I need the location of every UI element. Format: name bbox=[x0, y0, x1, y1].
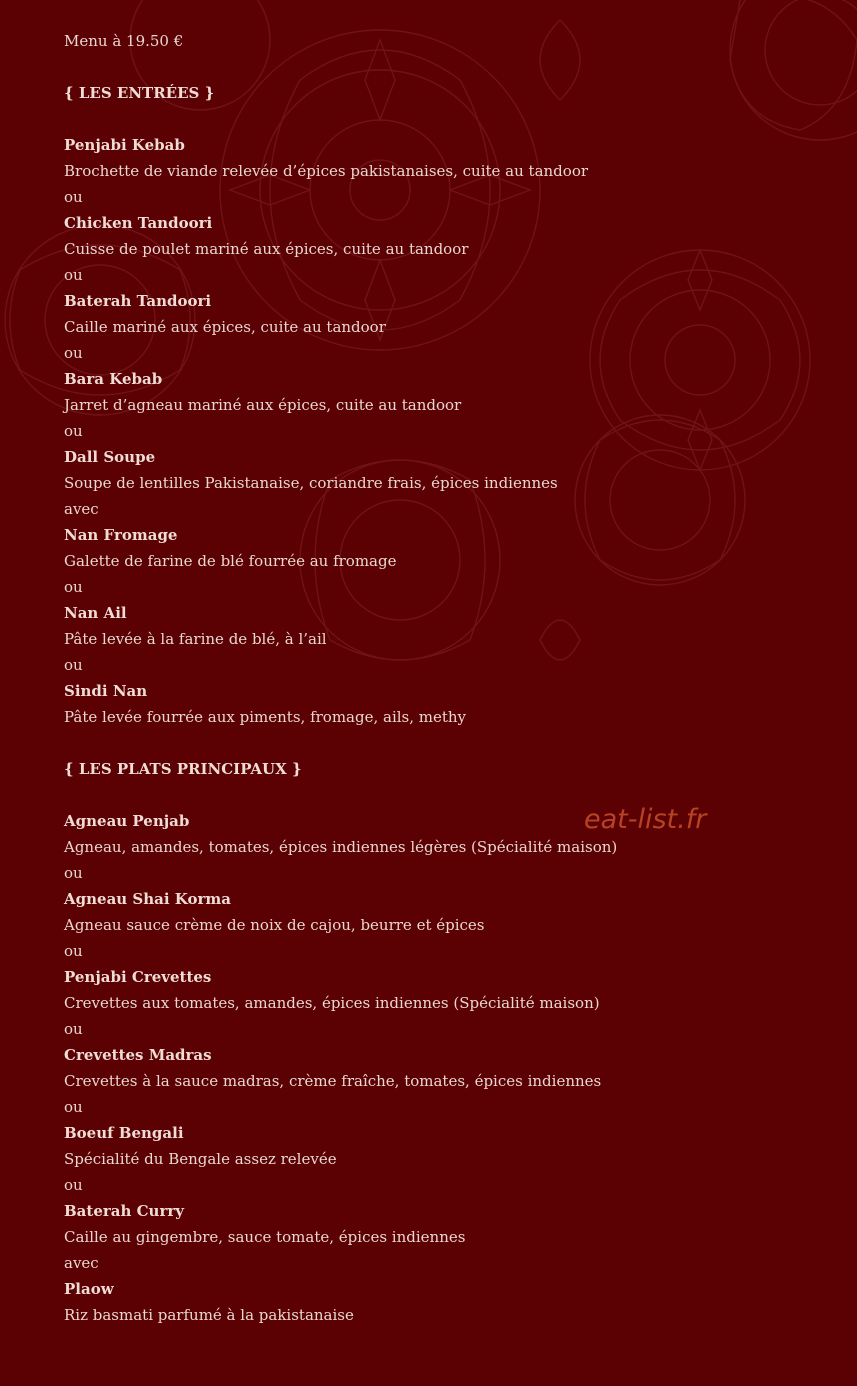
menu-price: Menu à 19.50 € bbox=[64, 32, 184, 50]
dish-name: Agneau Shai Korma bbox=[64, 890, 232, 908]
menu-item bbox=[64, 444, 764, 522]
menu-item bbox=[64, 210, 764, 288]
dish-description: Agneau, amandes, tomates, épices indiennes légères (Spécialité maison) bbox=[64, 838, 618, 856]
separator-word: ou bbox=[64, 942, 83, 960]
dish-description: Caille au gingembre, sauce tomate, épices indiennes bbox=[64, 1228, 466, 1246]
dish-description: Brochette de viande relevée d’épices pakistanaises, cuite au tandoor bbox=[64, 162, 589, 180]
separator-word: ou bbox=[64, 656, 83, 674]
dish-name: Dall Soupe bbox=[64, 448, 156, 466]
separator-word: ou bbox=[64, 1098, 83, 1116]
dish-description: Jarret d’agneau mariné aux épices, cuite au tandoor bbox=[64, 396, 462, 414]
menu-item bbox=[64, 288, 764, 366]
menu-item bbox=[64, 600, 764, 678]
menu-content bbox=[64, 28, 764, 1328]
dish-description: Pâte levée fourrée aux piments, fromage, ails, methy bbox=[64, 708, 467, 726]
dish-name: Crevettes Madras bbox=[64, 1046, 212, 1064]
dish-name: Nan Fromage bbox=[64, 526, 178, 544]
separator-word: ou bbox=[64, 864, 83, 882]
dish-name: Agneau Penjab bbox=[64, 812, 190, 830]
dish-name: Plaow bbox=[64, 1280, 114, 1298]
menu-item bbox=[64, 1276, 764, 1328]
dish-name: Baterah Tandoori bbox=[64, 292, 212, 310]
dish-name: Sindi Nan bbox=[64, 682, 148, 700]
separator-word: ou bbox=[64, 188, 83, 206]
dish-description: Spécialité du Bengale assez relevée bbox=[64, 1150, 337, 1168]
separator-word: avec bbox=[64, 500, 99, 518]
dish-name: Baterah Curry bbox=[64, 1202, 184, 1220]
dish-description: Riz basmati parfumé à la pakistanaise bbox=[64, 1306, 354, 1324]
dish-description: Soupe de lentilles Pakistanaise, coriandre frais, épices indiennes bbox=[64, 474, 558, 492]
section-heading-entrees: { LES ENTRÉES } bbox=[64, 84, 215, 102]
entrees-list bbox=[64, 132, 764, 730]
dish-description: Pâte levée à la farine de blé, à l’ail bbox=[64, 630, 327, 648]
separator-word: ou bbox=[64, 266, 83, 284]
menu-item bbox=[64, 522, 764, 600]
plats-list bbox=[64, 808, 764, 1328]
dish-name: Chicken Tandoori bbox=[64, 214, 213, 232]
separator-word: ou bbox=[64, 1020, 83, 1038]
separator-word: avec bbox=[64, 1254, 99, 1272]
separator-word: ou bbox=[64, 422, 83, 440]
menu-item bbox=[64, 964, 764, 1042]
dish-name: Penjabi Kebab bbox=[64, 136, 185, 154]
dish-description: Crevettes aux tomates, amandes, épices indiennes (Spécialité maison) bbox=[64, 994, 600, 1012]
separator-word: ou bbox=[64, 344, 83, 362]
menu-item bbox=[64, 1198, 764, 1276]
dish-description: Agneau sauce crème de noix de cajou, beurre et épices bbox=[64, 916, 485, 934]
dish-name: Penjabi Crevettes bbox=[64, 968, 212, 986]
dish-description: Caille mariné aux épices, cuite au tandoor bbox=[64, 318, 386, 336]
menu-item bbox=[64, 1120, 764, 1198]
menu-item bbox=[64, 132, 764, 210]
menu-item bbox=[64, 366, 764, 444]
separator-word: ou bbox=[64, 578, 83, 596]
watermark: eat-list.fr bbox=[584, 804, 707, 835]
dish-description: Cuisse de poulet mariné aux épices, cuite au tandoor bbox=[64, 240, 469, 258]
dish-name: Boeuf Bengali bbox=[64, 1124, 184, 1142]
dish-description: Crevettes à la sauce madras, crème fraîche, tomates, épices indiennes bbox=[64, 1072, 602, 1090]
menu-item bbox=[64, 886, 764, 964]
dish-name: Bara Kebab bbox=[64, 370, 163, 388]
separator-word: ou bbox=[64, 1176, 83, 1194]
menu-item bbox=[64, 1042, 764, 1120]
dish-description: Galette de farine de blé fourrée au fromage bbox=[64, 552, 397, 570]
menu-item bbox=[64, 678, 764, 730]
dish-name: Nan Ail bbox=[64, 604, 127, 622]
section-heading-plats: { LES PLATS PRINCIPAUX } bbox=[64, 760, 302, 778]
